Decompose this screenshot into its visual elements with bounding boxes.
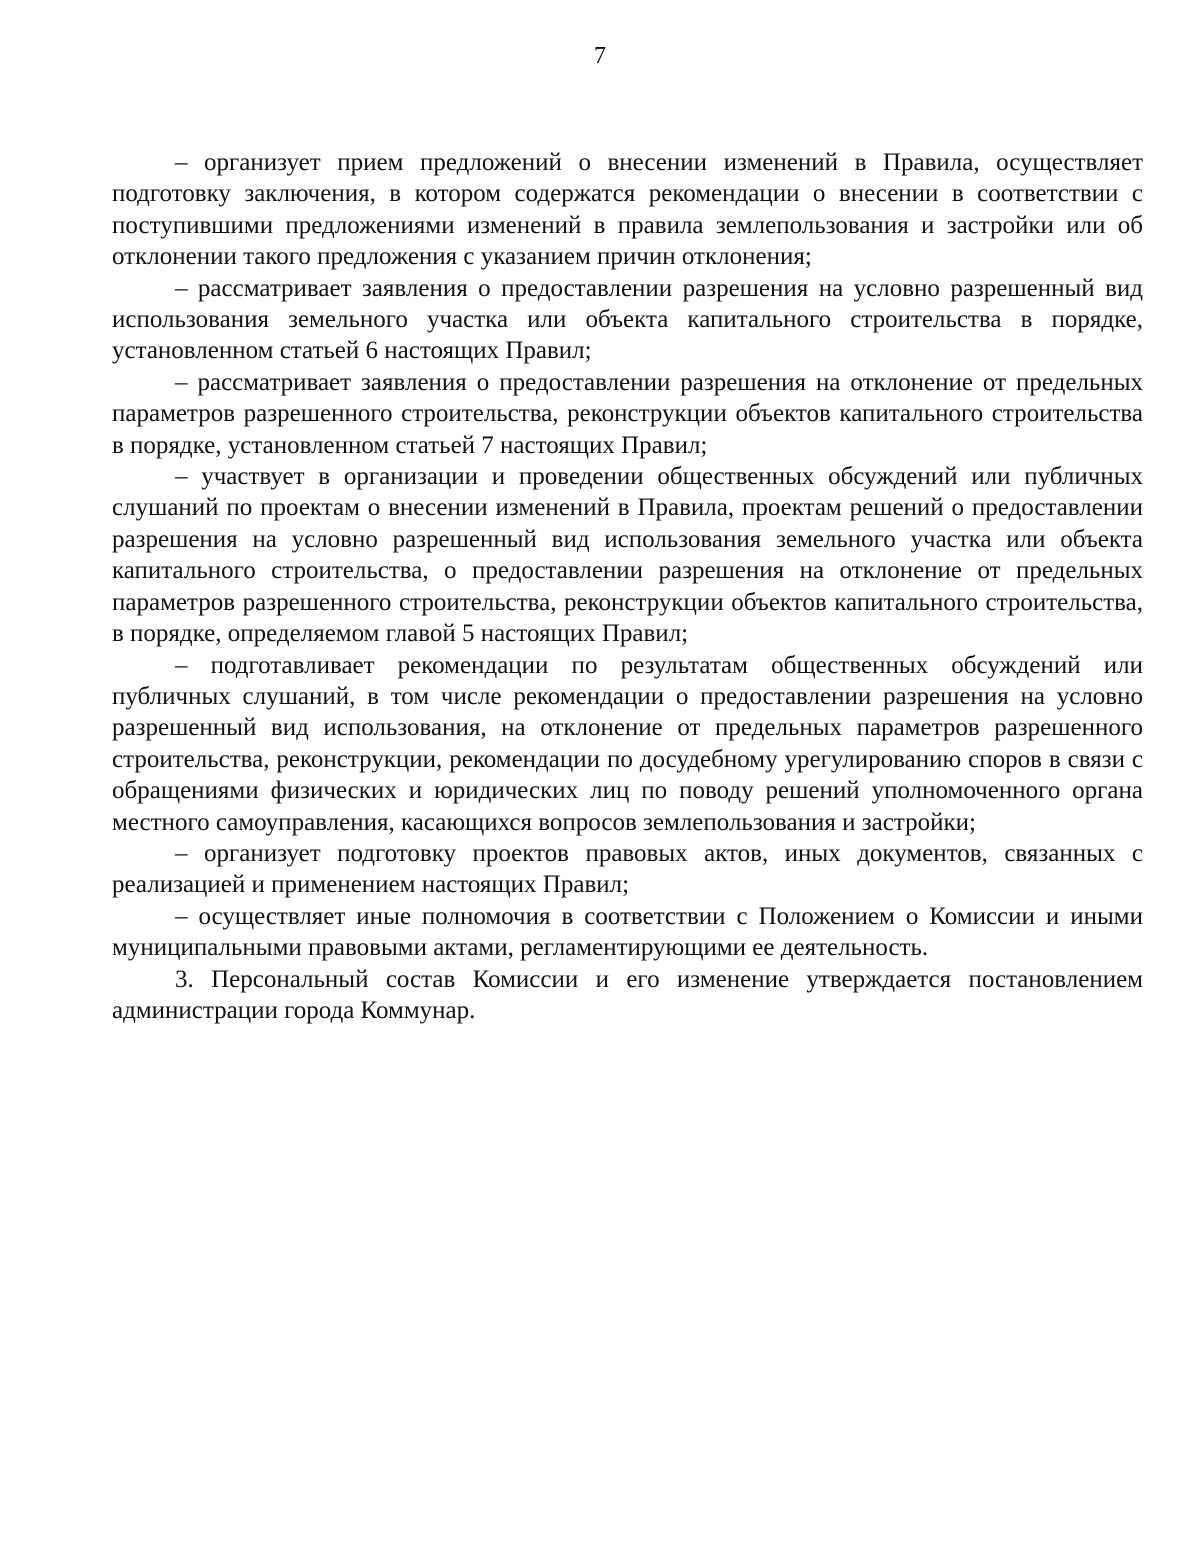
paragraph-commission-composition: 3. Персональный состав Комиссии и его изменение утверждается постановлением администрации города Коммунар. [112, 965, 1143, 1024]
paragraph-conditional-use: – рассматривает заявления о предоставлении разрешения на условно разрешенный вид использования земельного участка или объекта капитального строительства в порядке, установленном статьей 6 настоящих Правил; [112, 274, 1143, 365]
paragraph-other-powers: – осуществляет иные полномочия в соответствии с Положением о Комиссии и иными муниципальными правовыми актами, регламентирующими ее деятельность. [112, 902, 1143, 962]
paragraph-legal-acts: – организует подготовку проектов правовых актов, иных документов, связанных с реализацией и применением настоящих Правил; [112, 839, 1143, 899]
paragraph-recommendations: – подготавливает рекомендации по результатам общественных обсуждений или публичных слушаний, в том числе рекомендации о предоставлении разрешения на условно разрешенный вид использования, на отклонение от предельных параметров разрешенного строительства, реконструкции, рекомендации по досудебному урегулированию споров в связи с обращениями физических и юридических лиц по поводу решений уполномоченного органа местного самоуправления, касающихся вопросов землепользования и застройки; [112, 651, 1143, 836]
document-body [112, 147, 1143, 1026]
page-number: 7 [594, 43, 606, 69]
paragraph-deviation: – рассматривает заявления о предоставлении разрешения на отклонение от предельных параметров разрешенного строительства, реконструкции объектов капитального строительства в порядке, установленном статьей 7 настоящих Правил; [112, 368, 1143, 459]
paragraph-proposals: – организует прием предложений о внесении изменений в Правила, осуществляет подготовку заключения, в котором содержатся рекомендации о внесении в соответствии с поступившими предложениями изменений в правила землепользования и застройки или об отклонении такого предложения с указанием причин отклонения; [112, 149, 1143, 271]
paragraph-public-hearings: – участвует в организации и проведении общественных обсуждений или публичных слушаний по проектам о внесении изменений в Правила, проектам решений о предоставлении разрешения на условно разрешенный вид использования земельного участка или объекта капитального строительства, о предоставлении разрешения на отклонение от предельных параметров разрешенного строительства, реконструкции объектов капитального строительства, в порядке, определяемом главой 5 настоящих Правил; [112, 463, 1143, 648]
